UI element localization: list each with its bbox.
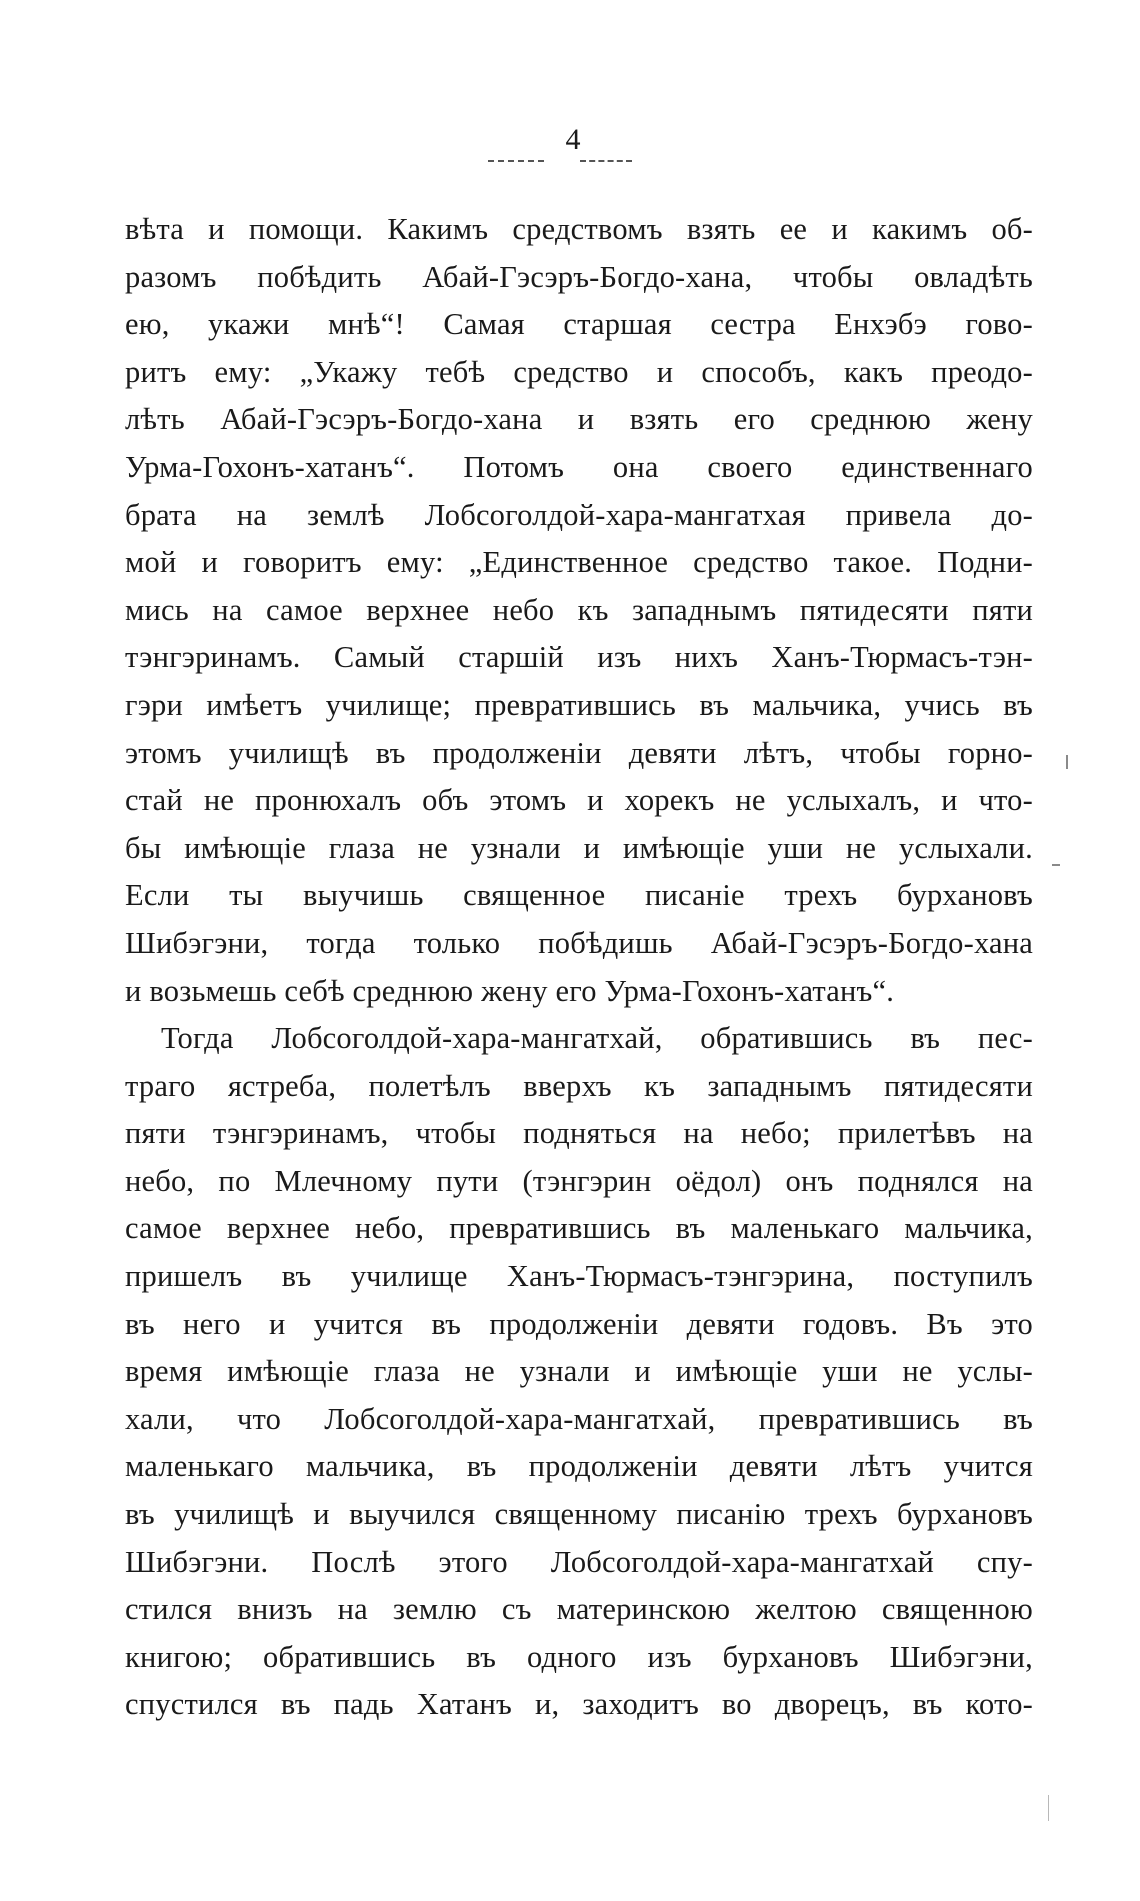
scan-speck [1052,864,1060,866]
text-line: пришелъ въ училище Ханъ-Тюрмасъ-тэнгэрина, поступилъ [125,1259,1033,1294]
text-line: вѣта и помощи. Какимъ средствомъ взять ее и какимъ об- [125,212,1033,246]
text-line: и возьмешь себѣ среднюю жену его Урма-Гохонъ-хатанъ“. [125,973,895,1008]
text-line: самое верхнее небо, превратившись въ маленькаго мальчика, [125,1211,1033,1246]
page-header [0,122,1140,158]
text-line: спустился въ падь Хатанъ и, заходитъ во дворецъ, въ кото- [125,1687,1033,1722]
text-line: Урма-Гохонъ-хатанъ“. Потомъ она своего единственнаго [125,449,1033,484]
text-line: пяти тэнгэринамъ, чтобы подняться на небо; прилетѣвъ на [125,1116,1033,1151]
text-line: стился внизъ на землю съ материнскою желтою священною [125,1592,1033,1627]
text-line: мись на самое верхнее небо къ западнымъ пятидесяти пяти [125,592,1033,627]
text-line: книгою; обратившись въ одного изъ бурхановъ Шибэгэни, [125,1639,1033,1674]
scan-speck [1048,1795,1049,1821]
text-line: разомъ побѣдить Абай-Гэсэръ-Богдо-хана, чтобы овладѣть [125,259,1033,294]
header-rule-right [580,160,632,162]
text-line: небо, по Млечному пути (тэнгэрин оёдол) онъ поднялся на [125,1163,1033,1198]
text-line: Если ты выучишь священное писаніе трехъ бурхановъ [125,878,1033,913]
page-number: 4 [565,123,581,156]
text-line-paragraph-start: Тогда Лобсоголдой-хара-мангатхай, обратившись въ пес- [161,1021,1033,1056]
text-line: время имѣющіе глаза не узнали и имѣющіе уши не услы- [125,1354,1033,1389]
scan-speck [1066,755,1068,769]
body-text [125,206,1033,1729]
text-line: ею, укажи мнѣ“! Самая старшая сестра Енхэбэ гово- [125,307,1033,342]
text-line: Шибэгэни. Послѣ этого Лобсоголдой-хара-мангатхай спу- [125,1544,1033,1579]
text-line: мой и говоритъ ему: „Единственное средство такое. Подни- [125,545,1033,580]
text-line: въ училищѣ и выучился священному писанію трехъ бурхановъ [125,1497,1033,1532]
text-line: этомъ училищѣ въ продолженіи девяти лѣтъ, чтобы горно- [125,735,1033,770]
text-line: траго ястреба, полетѣлъ вверхъ къ западнымъ пятидесяти [125,1068,1033,1103]
text-line: Шибэгэни, тогда только побѣдишь Абай-Гэсэръ-Богдо-хана [125,925,1033,960]
text-line: брата на землѣ Лобсоголдой-хара-мангатхая привела до- [125,497,1033,532]
text-line: бы имѣющіе глаза не узнали и имѣющіе уши не услыхали. [125,830,1033,865]
text-line: въ него и учится въ продолженіи девяти годовъ. Въ это [125,1306,1033,1341]
text-line: лѣть Абай-Гэсэръ-Богдо-хана и взять его среднюю жену [125,402,1033,437]
header-rule-left [488,160,544,162]
text-line: стай не пронюхалъ объ этомъ и хорекъ не услыхалъ, и что- [125,783,1033,818]
text-line: гэри имѣетъ училище; превратившись въ мальчика, учись въ [125,687,1033,722]
text-line: маленькаго мальчика, въ продолженіи девяти лѣтъ учится [125,1449,1033,1484]
text-line: тэнгэринамъ. Самый старшій изъ нихъ Ханъ-Тюрмасъ-тэн- [125,640,1033,675]
text-line: ритъ ему: „Укажу тебѣ средство и способъ, какъ преодо- [125,354,1033,389]
text-line: хали, что Лобсоголдой-хара-мангатхай, превратившись въ [125,1401,1033,1436]
